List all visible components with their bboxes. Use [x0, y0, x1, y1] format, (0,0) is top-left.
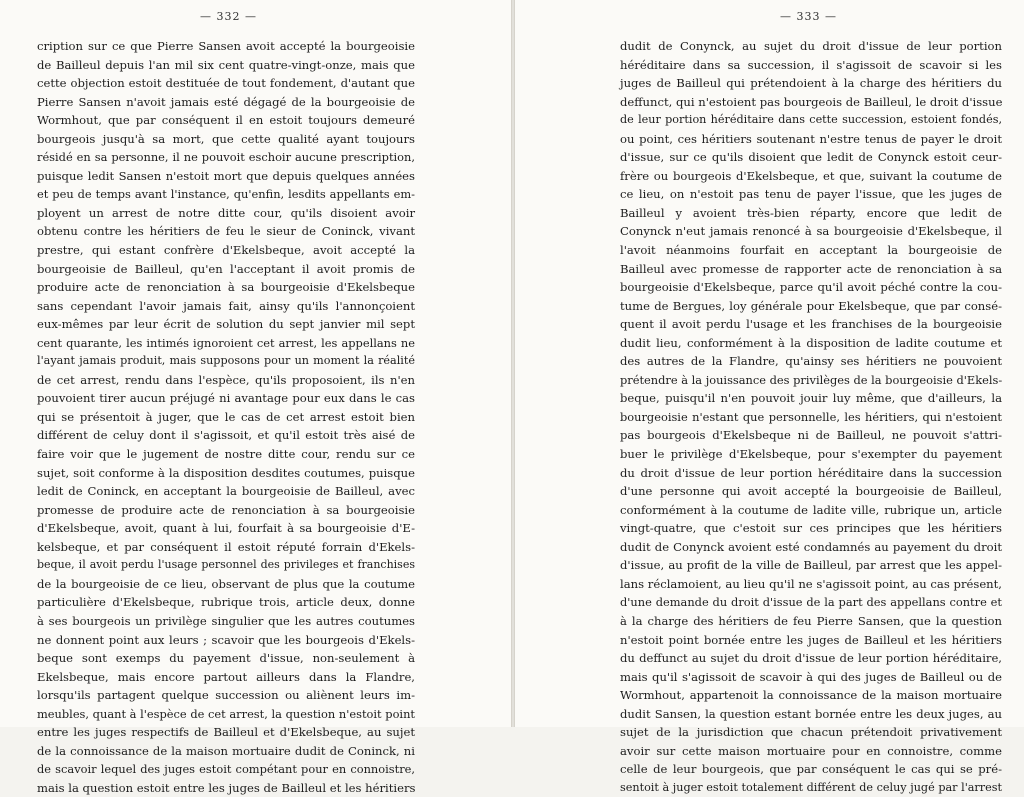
text-line: bourgeois jusqu'à sa mort, que cette qualité ayant toujours — [37, 131, 415, 146]
text-line: avoir sur cette maison mortuaire pour en connoistre, comme — [620, 743, 1002, 758]
text-line: dudit de Conynck avoient esté condamnés au payement du droit — [620, 539, 1002, 554]
text-line: obtenu contre les héritiers de feu le sieur de Coninck, vivant — [37, 224, 415, 239]
left-page — [0, 0, 511, 795]
text-line: juges de Bailleul qui prétendoient à la charge des héritiers du — [620, 76, 1002, 91]
left-page-text — [37, 37, 415, 797]
text-line: puisque ledit Sansen n'estoit mort que depuis quelques années — [37, 168, 415, 183]
text-line: différent de celuy dont il s'agissoit, et qu'il estoit très aisé de — [37, 428, 415, 443]
text-line: à ses bourgeois un privilège singulier que les autres coutumes — [37, 613, 415, 628]
text-line: bourgeoisie n'estant que personnelle, les héritiers, qui n'estoient — [620, 409, 1002, 424]
text-line: de Bailleul depuis l'an mil six cent quatre-vingt-onze, mais que — [37, 57, 415, 72]
page-number-left: — 332 — — [200, 10, 257, 23]
text-line: beque, puisqu'il n'en pouvoit jouir luy même, que d'ailleurs, la — [620, 391, 1002, 406]
text-line: ou point, ces héritiers soutenant n'estre tenus de payer le droit — [620, 131, 1002, 146]
text-line: lorsqu'ils partagent quelque succession ou aliènent leurs im- — [37, 688, 415, 703]
text-line: et peu de temps avant l'instance, qu'enfin, lesdits appellants em- — [37, 187, 415, 202]
text-line: tume de Bergues, loy générale pour Ekelsbeque, que par consé- — [620, 298, 1002, 313]
text-line: l'avoit néanmoins fourfait en acceptant la bourgeoisie de — [620, 243, 1002, 258]
text-line: bourgeoisie de Bailleul, qu'en l'acceptant il avoit promis de — [37, 261, 415, 276]
text-line: sujet de la jurisdiction que chacun prétendoit privativement — [620, 725, 1002, 740]
text-line: beque sont exemps du payement d'issue, non-seulement à — [37, 651, 415, 666]
text-line: deffunct, qui n'estoient pas bourgeois de Bailleul, le droit d'issue — [620, 94, 1003, 109]
text-line: l'ayant jamais produit, mais supposons pour un moment la réalité — [37, 354, 415, 368]
text-line: quent il avoit perdu l'usage et les franchises de la bourgeoisie — [620, 317, 1002, 332]
text-line: sans cependant l'avoir jamais fait, ainsy qu'ils l'annonçoient — [37, 298, 415, 313]
text-line: n'estoit point bornée entre les juges de Bailleul et les héritiers — [620, 632, 1002, 647]
text-line: ployent un arrest de notre ditte cour, qu'ils disoient avoir — [37, 205, 415, 220]
text-line: héréditaire dans sa succession, il s'agissoit de scavoir si les — [620, 57, 1002, 72]
text-line: Pierre Sansen n'avoit jamais esté dégagé de la bourgeoisie de — [37, 94, 415, 109]
text-line: cette objection estoit destituée de tout fondement, d'autant que — [37, 76, 415, 91]
text-line: Conynck n'eut jamais renoncé à sa bourgeoisie d'Ekelsbeque, il — [620, 224, 1002, 239]
text-line: sentoit à juger estoit totalement différent de celuy jugé par l'arrest — [620, 780, 1002, 794]
text-line: dudit de Conynck, au sujet du droit d'issue de leur portion — [620, 39, 1002, 53]
text-line: qui se présentoit à juger, que le cas de cet arrest estoit bien — [37, 409, 415, 424]
text-line: prestre, qui estant confrère d'Ekelsbeque, avoit accepté la — [37, 243, 415, 258]
text-line: meubles, quant à l'espèce de cet arrest, la question n'estoit point — [37, 706, 415, 721]
text-line: pouvoient tirer aucun préjugé ni avantage pour eux dans le cas — [37, 391, 415, 406]
text-line: vingt-quatre, que c'estoit sur ces principes que les héritiers — [620, 521, 1002, 536]
text-line: ne donnent point aux leurs ; scavoir que les bourgeois d'Ekels- — [37, 632, 415, 647]
text-line: promesse de produire acte de renonciation à sa bourgeoisie — [37, 502, 415, 517]
text-line: buer le privilège d'Ekelsbeque, pour s'exempter du payement — [620, 447, 1002, 462]
text-line: cription sur ce que Pierre Sansen avoit accepté la bourgeoisie — [37, 39, 415, 53]
right-page-text — [620, 37, 1002, 797]
text-line: celle de leur bourgeois, que par conséquent le cas qui se pré- — [620, 762, 1002, 777]
text-line: du droit d'issue de leur portion héréditaire dans la succession — [620, 465, 1002, 480]
text-line: eux-mêmes par leur écrit de solution du sept janvier mil sept — [37, 317, 415, 332]
page-number-right: — 333 — — [780, 10, 837, 23]
text-line: sujet, soit conforme à la disposition desdites coutumes, puisque — [37, 465, 415, 480]
text-line: de la connoissance de la maison mortuaire dudit de Coninck, ni — [37, 743, 415, 758]
text-line: d'Ekelsbeque, avoit, quant à lui, fourfait à sa bourgeoisie d'E- — [37, 521, 415, 536]
text-line: faire voir que le jugement de nostre ditte cour, rendu sur ce — [37, 447, 415, 462]
text-line: cent quarante, les intimés ignoroient cet arrest, les appellans ne — [37, 335, 415, 350]
text-line: ce lieu, on n'estoit pas tenu de payer l'issue, que les juges de — [620, 187, 1002, 202]
text-line: résidé en sa personne, il ne pouvoit eschoir aucune prescription, — [37, 150, 415, 165]
text-line: pas bourgeois d'Ekelsbeque ni de Bailleul, ne pouvoit s'attri- — [620, 428, 1002, 443]
right-page — [515, 0, 1024, 794]
text-line: de cet arrest, rendu dans l'espèce, qu'ils proposoient, ils n'en — [37, 372, 415, 387]
text-line: de scavoir lequel des juges estoit compétant pour en connoistre, — [37, 762, 415, 777]
text-line: prétendre à la jouissance des privilèges de la bourgeoisie d'Ekels- — [620, 372, 1003, 387]
text-line: lans réclamoient, au lieu qu'il ne s'agissoit point, au cas présent, — [620, 576, 1002, 591]
text-line: conformément à la coutume de ladite ville, rubrique un, article — [620, 502, 1002, 517]
text-line: Wormhout, appartenoit la connoissance de la maison mortuaire — [620, 688, 1002, 703]
text-line: mais qu'il s'agissoit de scavoir à qui des juges de Bailleul ou de — [620, 669, 1002, 684]
text-line: particulière d'Ekelsbeque, rubrique trois, article deux, donne — [37, 595, 415, 610]
text-line: Ekelsbeque, mais encore partout ailleurs dans la Flandre, — [37, 669, 415, 684]
text-line: d'issue, sur ce qu'ils disoient que ledit de Conynck estoit ceur- — [620, 150, 1002, 165]
text-line: Bailleul y avoient très-bien réparty, encore que ledit de — [620, 205, 1002, 220]
text-line: ledit de Coninck, en acceptant la bourgeoisie de Bailleul, avec — [37, 484, 415, 499]
text-line: beque, il avoit perdu l'usage personnel des privileges et franchises — [37, 558, 415, 572]
text-line: à la charge des héritiers de feu Pierre Sansen, que la question — [620, 613, 1002, 628]
text-line: des autres de la Flandre, qu'ainsy ses héritiers ne pouvoient — [620, 354, 1002, 369]
text-line: entre les juges respectifs de Bailleul et d'Ekelsbeque, au sujet — [37, 725, 415, 740]
text-line: produire acte de renonciation à sa bourgeoisie d'Ekelsbeque — [37, 280, 415, 295]
text-line: du deffunct au sujet du droit d'issue de leur portion héréditaire, — [620, 651, 1002, 666]
text-line: de leur portion héréditaire dans cette succession, estoient fondés, — [620, 113, 1002, 127]
text-line: kelsbeque, et par conséquent il estoit réputé forrain d'Ekels- — [37, 539, 415, 554]
text-line: de la bourgeoisie de ce lieu, observant de plus que la coutume — [37, 576, 415, 591]
text-line: d'une personne qui avoit accepté la bourgeoisie de Bailleul, — [620, 484, 1002, 499]
text-line: dudit lieu, conformément à la disposition de ladite coutume et — [620, 335, 1002, 350]
text-line: Wormhout, que par conséquent il en estoit toujours demeuré — [37, 113, 415, 128]
text-line: d'issue, au profit de la ville de Bailleul, par arrest que les appel- — [620, 558, 1002, 573]
text-line: frère ou bourgeois d'Ekelsbeque, et que, suivant la coutume de — [620, 168, 1002, 183]
text-line: Bailleul avec promesse de rapporter acte de renonciation à sa — [620, 261, 1002, 276]
text-line: dudit Sansen, la question estant bornée entre les deux juges, au — [620, 706, 1002, 721]
text-line: d'une demande du droit d'issue de la part des appellans contre et — [620, 595, 1002, 610]
text-line: mais la question estoit entre les juges de Bailleul et les héritiers — [37, 780, 416, 795]
text-line: bourgeoisie d'Ekelsbeque, parce qu'il avoit péché contre la cou- — [620, 280, 1002, 295]
